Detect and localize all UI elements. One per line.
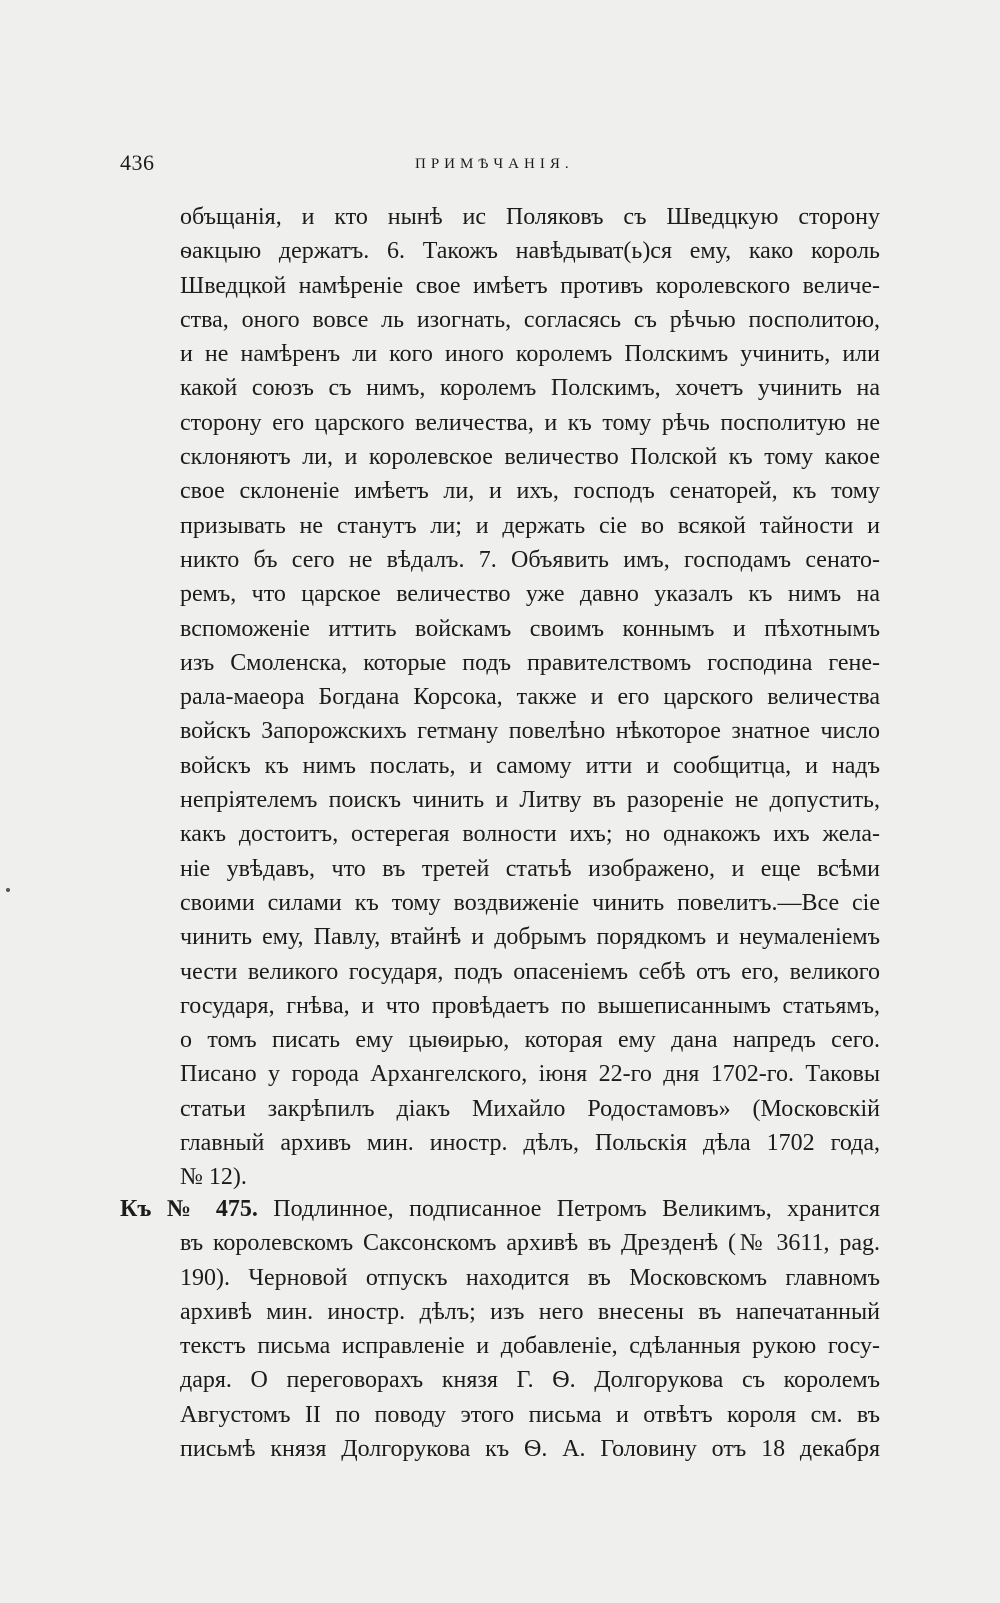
text-line: Писано у города Архангелского, іюня 22-го дня 1702-го. Таковы bbox=[180, 1061, 880, 1088]
text-line: непріятелемъ поискъ чинить и Литву въ разореніе не допустить, bbox=[180, 787, 880, 814]
text-line: и не намѣренъ ли кого иного королемъ Полскимъ учинить, или bbox=[180, 341, 880, 368]
text-line: статьи закрѣпилъ діакъ Михайло Родостамовъ» (Московскій bbox=[180, 1095, 880, 1122]
note-line: 190). Черновой отпускъ находится въ Московскомъ главномъ bbox=[180, 1264, 880, 1291]
note-line: даря. О переговорахъ князя Г. Ѳ. Долгорукова съ королемъ bbox=[180, 1367, 880, 1394]
text-line: ѳакцыю держатъ. 6. Такожъ навѣдыват(ь)ся ему, како король bbox=[180, 238, 880, 265]
text-line: своими силами къ тому воздвиженіе чинить повелитъ.—Все сіе bbox=[180, 889, 880, 916]
text-line: свое склоненіе имѣетъ ли, и ихъ, господъ сенаторей, къ тому bbox=[180, 478, 880, 505]
paper-speck bbox=[6, 888, 10, 892]
text-line: № 12). bbox=[180, 1164, 247, 1191]
main-paragraph bbox=[180, 200, 880, 1195]
text-line: государя, гнѣва, и что провѣдаетъ по вышеписаннымъ статьямъ, bbox=[180, 992, 880, 1019]
running-title: ПРИМѢЧАНІЯ. bbox=[415, 156, 574, 172]
text-line: Шведцкой намѣреніе свое имѣетъ противъ королевского величе- bbox=[180, 272, 880, 299]
page-number: 436 bbox=[120, 150, 155, 175]
text-line: изъ Смоленска, которые подъ правителствомъ господина гене- bbox=[180, 649, 880, 676]
text-line: ніе увѣдавъ, что въ третей статьѣ изображено, и еще всѣми bbox=[180, 855, 880, 882]
note-line: письмѣ князя Долгорукова къ Ѳ. А. Головину отъ 18 декабря bbox=[180, 1436, 880, 1463]
text-line: объщанія, и кто нынѣ ис Поляковъ съ Шведцкую сторону bbox=[180, 204, 880, 230]
note-first-line-text: Подлинное, подписанное Петромъ Великимъ, хранится bbox=[257, 1196, 880, 1222]
text-line: главный архивъ мин. иностр. дѣлъ, Польскія дѣла 1702 года, bbox=[180, 1130, 880, 1157]
note-line: Августомъ II по поводу этого письма и отвѣтъ короля см. въ bbox=[180, 1401, 880, 1428]
text-line: чинить ему, Павлу, втайнѣ и добрымъ порядкомъ и неумаленіемъ bbox=[180, 924, 880, 951]
note-first-line bbox=[120, 1192, 880, 1226]
note-label: Къ № 475. bbox=[120, 1196, 258, 1222]
text-line: какой союзъ съ нимъ, королемъ Полскимъ, хочетъ учинить на bbox=[180, 375, 880, 402]
text-line: вспоможеніе иттить войскамъ своимъ коннымъ и пѣхотнымъ bbox=[180, 615, 880, 642]
text-line: склоняютъ ли, и королевское величество Полской къ тому какое bbox=[180, 444, 880, 471]
text-line: о томъ писать ему цыѳирью, которая ему дана напредъ сего. bbox=[180, 1027, 880, 1054]
text-line: призывать не станутъ ли; и держать сіе во всякой тайности и bbox=[180, 512, 880, 539]
note-line: текстъ письма исправленіе и добавленіе, сдѣланныя рукою госу- bbox=[180, 1333, 880, 1360]
text-line: войскъ къ нимъ послать, и самому итти и сообщитца, и надъ bbox=[180, 752, 880, 779]
text-line: чести великого государя, подъ опасеніемъ себѣ отъ его, великого bbox=[180, 958, 880, 985]
text-line: рала-маеора Богдана Корсока, также и его царского величества bbox=[180, 684, 880, 711]
text-line: никто бъ сего не вѣдалъ. 7. Объявить имъ, господамъ сенато- bbox=[180, 546, 880, 573]
note-line: въ королевскомъ Саксонскомъ архивѣ въ Дрезденѣ (№ 3611, pag. bbox=[180, 1230, 880, 1257]
note-475 bbox=[120, 1192, 880, 1466]
text-line: сторону его царского величества, и къ тому рѣчь посполитую не bbox=[180, 409, 880, 436]
note-line: архивѣ мин. иностр. дѣлъ; изъ него внесены въ напечатанный bbox=[180, 1298, 880, 1325]
text-line: ства, оного вовсе ль изогнать, согласясь съ рѣчью посполитою, bbox=[180, 306, 880, 333]
text-line: войскъ Запорожскихъ гетману повелѣно нѣкоторое знатное число bbox=[180, 718, 880, 745]
text-line: ремъ, что царское величество уже давно указалъ къ нимъ на bbox=[180, 581, 880, 608]
text-line: какъ достоитъ, остерегая волности ихъ; но однакожъ ихъ жела- bbox=[180, 821, 880, 848]
